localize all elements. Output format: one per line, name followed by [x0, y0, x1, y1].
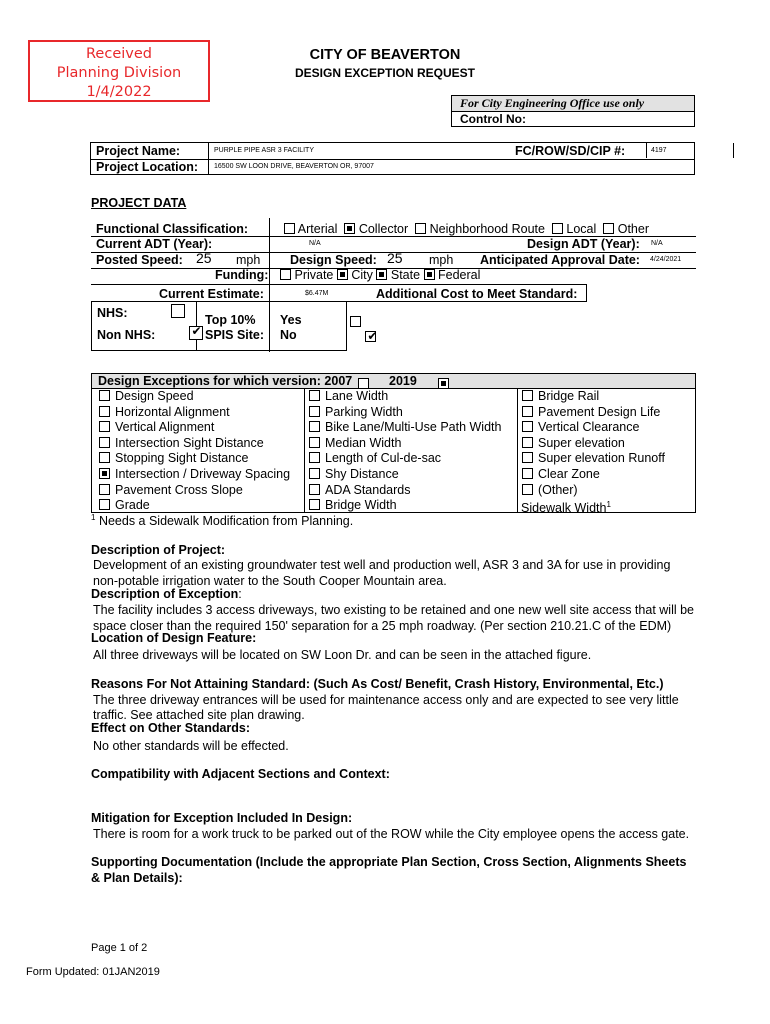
- stamp-line-2: Planning Division: [56, 65, 182, 81]
- exception-option[interactable]: [522, 420, 639, 434]
- posted-speed-value[interactable]: 25: [196, 250, 212, 266]
- form-title: DESIGN EXCEPTION REQUEST: [294, 66, 476, 80]
- neighborhood-route-checkbox[interactable]: [415, 223, 426, 234]
- exception-option[interactable]: [99, 467, 290, 481]
- design-speed-label: Design Speed:: [290, 253, 377, 267]
- exception-option[interactable]: [309, 467, 399, 481]
- exception-label: Stopping Sight Distance: [115, 451, 249, 466]
- exception-option[interactable]: [99, 405, 230, 419]
- design-exceptions-heading: Design Exceptions for which version: 2007: [98, 374, 353, 388]
- engineering-office-box: [451, 95, 695, 127]
- engineering-office-title: For City Engineering Office use only: [452, 96, 694, 112]
- exception-checkbox[interactable]: [309, 499, 320, 510]
- exception-option[interactable]: [99, 451, 248, 465]
- reasons-heading: Reasons For Not Attaining Standard: (Such As Cost/ Benefit, Crash History, Environmental, Etc.): [91, 677, 664, 691]
- classification-options: [284, 222, 649, 236]
- exception-option[interactable]: [99, 483, 243, 497]
- city-title: CITY OF BEAVERTON: [309, 47, 461, 63]
- design-speed-unit: mph: [429, 253, 454, 267]
- non-nhs-label: Non NHS:: [97, 328, 156, 342]
- collector-label: Collector: [358, 222, 409, 236]
- exception-label: Median Width: [325, 435, 402, 450]
- exception-checkbox[interactable]: [99, 390, 110, 401]
- description-of-exception-line-2: space closer than the required 150' separation for a 25 mph roadway. (Per section 210.21.C of the EDM): [93, 619, 672, 633]
- exception-checkbox[interactable]: [309, 390, 320, 401]
- private-checkbox[interactable]: [280, 269, 291, 280]
- exception-checkbox[interactable]: [309, 468, 320, 479]
- exception-option[interactable]: [522, 405, 660, 419]
- reasons-line-2: traffic. See attached site plan drawing.: [93, 708, 305, 722]
- exception-checkbox[interactable]: [522, 390, 533, 401]
- exception-checkbox[interactable]: [309, 421, 320, 432]
- page-number: Page 1 of 2: [91, 942, 148, 954]
- exception-checkbox[interactable]: [309, 437, 320, 448]
- state-checkbox[interactable]: [376, 269, 387, 280]
- exception-checkbox[interactable]: [309, 484, 320, 495]
- exception-option[interactable]: [522, 389, 599, 403]
- federal-checkbox[interactable]: [424, 269, 435, 280]
- spis-site-label: SPIS Site:: [205, 328, 265, 342]
- state-label: State: [390, 268, 421, 282]
- description-of-project-line-2: non-potable irrigation water to the South Cooper Mountain area.: [93, 574, 447, 588]
- spis-yes-checkbox[interactable]: [350, 316, 361, 327]
- exception-label: Bridge Rail: [538, 389, 600, 403]
- exception-label: (Other): [538, 482, 578, 497]
- exception-checkbox[interactable]: [99, 406, 110, 417]
- additional-cost-label: Additional Cost to Meet Standard:: [376, 287, 578, 301]
- exception-label: Lane Width: [325, 389, 389, 403]
- project-location-label: Project Location:: [96, 160, 199, 174]
- version-2007-checkbox[interactable]: [358, 378, 369, 389]
- project-info-box: [90, 142, 695, 175]
- neighborhood-route-label: Neighborhood Route: [429, 222, 545, 236]
- exception-label: Pavement Design Life: [538, 404, 661, 419]
- exception-checkbox[interactable]: [522, 437, 533, 448]
- exception-checkbox[interactable]: [522, 468, 533, 479]
- exception-option[interactable]: [309, 483, 410, 497]
- mitigation-heading: Mitigation for Exception Included In Design:: [91, 811, 353, 825]
- project-location-value[interactable]: 16500 SW LOON DRIVE, BEAVERTON OR, 97007: [214, 163, 374, 170]
- sidewalk-width-text: Sidewalk Width: [521, 501, 607, 516]
- exception-label: Bridge Width: [325, 498, 397, 513]
- effect-text: No other standards will be effected.: [93, 739, 289, 753]
- description-of-project-line-1: Development of an existing groundwater test well and production well, ASR 3 and 3A for use in providing: [93, 558, 671, 572]
- exception-label: Length of Cul-de-sac: [325, 451, 442, 466]
- city-label: City: [351, 268, 373, 282]
- exception-option[interactable]: [309, 451, 441, 465]
- other-checkbox[interactable]: [603, 223, 614, 234]
- exception-label: Vertical Alignment: [115, 420, 215, 435]
- exception-option[interactable]: [522, 436, 625, 450]
- arterial-label: Arterial: [297, 222, 338, 236]
- funding-options: [280, 268, 480, 282]
- supporting-heading-line-1: Supporting Documentation (Include the appropriate Plan Section, Cross Section, Alignments Sheets: [91, 855, 687, 869]
- fc-row-label: FC/ROW/SD/CIP #:: [515, 144, 626, 158]
- location-heading: Location of Design Feature:: [91, 631, 257, 645]
- current-estimate-value[interactable]: $6.47M: [305, 290, 329, 297]
- footnote-mark: 1: [91, 513, 96, 522]
- exception-label: Horizontal Alignment: [115, 404, 230, 419]
- exception-option[interactable]: [522, 451, 665, 465]
- local-label: Local: [566, 222, 597, 236]
- project-data-heading: PROJECT DATA: [91, 196, 187, 210]
- private-label: Private: [294, 268, 334, 282]
- exception-option[interactable]: [99, 498, 150, 512]
- stamp-line-1: Received: [86, 46, 152, 62]
- exception-checkbox[interactable]: [522, 406, 533, 417]
- exception-checkbox[interactable]: [522, 421, 533, 432]
- design-speed-value[interactable]: 25: [387, 250, 403, 266]
- nhs-label: NHS:: [97, 306, 128, 320]
- exception-checkbox[interactable]: [99, 421, 110, 432]
- project-name-label: Project Name:: [96, 144, 181, 158]
- exception-label: Bike Lane/Multi-Use Path Width: [325, 420, 502, 435]
- exception-option[interactable]: [522, 467, 600, 481]
- arterial-checkbox[interactable]: [284, 223, 295, 234]
- sidewalk-width-label: [521, 498, 611, 515]
- reasons-line-1: The three driveway entrances will be used for maintenance access only and are expected to see very little: [93, 693, 679, 707]
- collector-checkbox[interactable]: [344, 223, 355, 234]
- exception-checkbox[interactable]: [99, 484, 110, 495]
- supporting-heading-line-2: & Plan Details):: [91, 871, 183, 885]
- federal-label: Federal: [438, 268, 481, 282]
- control-number-field[interactable]: Control No:: [460, 112, 526, 126]
- exception-label: Super elevation Runoff: [538, 451, 665, 466]
- exception-label: ADA Standards: [325, 482, 411, 497]
- stamp-line-3: 1/4/2022: [86, 84, 152, 100]
- exception-label: Clear Zone: [538, 467, 600, 481]
- fc-row-value[interactable]: 4197: [651, 147, 667, 154]
- footnote-text: Needs a Sidewalk Modification from Planning.: [98, 514, 354, 529]
- exception-checkbox[interactable]: [99, 452, 110, 463]
- exception-option[interactable]: [309, 498, 397, 512]
- top-10-label: Top 10%: [205, 313, 256, 327]
- posted-speed-label: Posted Speed:: [96, 253, 183, 267]
- exception-label: Intersection / Driveway Spacing: [115, 467, 291, 481]
- funding-label: Funding:: [215, 268, 269, 282]
- spis-no-checkbox[interactable]: [365, 331, 376, 342]
- local-checkbox[interactable]: [552, 223, 563, 234]
- exception-option[interactable]: [309, 420, 501, 434]
- exception-checkbox[interactable]: [309, 406, 320, 417]
- nhs-checkbox[interactable]: [171, 304, 185, 318]
- design-adt-label: Design ADT (Year):: [527, 237, 640, 251]
- exception-label: Super elevation: [538, 435, 625, 450]
- approval-date-label: Anticipated Approval Date:: [480, 253, 640, 267]
- exception-label: Shy Distance: [325, 467, 399, 481]
- current-estimate-label: Current Estimate:: [159, 287, 264, 301]
- compatibility-heading: Compatibility with Adjacent Sections and Context:: [91, 767, 390, 781]
- city-checkbox[interactable]: [337, 269, 348, 280]
- description-of-exception-heading: Description of Exception:: [91, 587, 242, 601]
- exception-label: Grade: [115, 498, 150, 513]
- version-2019-label: 2019: [389, 374, 417, 388]
- exception-option[interactable]: [99, 420, 214, 434]
- exception-label: Intersection Sight Distance: [115, 435, 264, 450]
- exception-option[interactable]: [522, 483, 578, 497]
- exception-label: Parking Width: [325, 404, 403, 419]
- no-label: No: [280, 328, 297, 342]
- exception-checkbox[interactable]: [522, 452, 533, 463]
- mitigation-text: There is room for a work truck to be parked out of the ROW while the City employee opens the access gate.: [93, 827, 690, 841]
- approval-date-value[interactable]: 4/24/2021: [650, 256, 682, 263]
- design-adt-value[interactable]: N/A: [651, 240, 663, 247]
- other-label: Other: [617, 222, 649, 236]
- exception-label: Vertical Clearance: [538, 420, 640, 435]
- exception-checkbox[interactable]: [99, 468, 110, 479]
- effect-heading: Effect on Other Standards:: [91, 721, 251, 735]
- exception-option[interactable]: [309, 389, 388, 403]
- exception-label: Design Speed: [115, 389, 194, 403]
- exception-checkbox[interactable]: [99, 437, 110, 448]
- description-of-project-heading: Description of Project:: [91, 543, 226, 557]
- yes-label: Yes: [280, 313, 302, 327]
- functional-classification-label: Functional Classification:: [96, 222, 249, 236]
- exception-checkbox[interactable]: [522, 484, 533, 495]
- description-of-exception-line-1: The facility includes 3 access driveways, two existing to be retained and one new well site access that will be: [93, 603, 694, 617]
- exception-checkbox[interactable]: [309, 452, 320, 463]
- exception-option[interactable]: [309, 436, 401, 450]
- sidewalk-footnote: [91, 513, 353, 528]
- current-adt-value[interactable]: N/A: [309, 240, 321, 247]
- sidewalk-footnote-mark: 1: [606, 500, 611, 509]
- project-name-value[interactable]: PURPLE PIPE ASR 3 FACILITY: [214, 147, 314, 154]
- exception-option[interactable]: [99, 436, 264, 450]
- version-2019-checkbox[interactable]: [438, 378, 449, 389]
- location-text: All three driveways will be located on SW Loon Dr. and can be seen in the attached figure.: [93, 648, 592, 662]
- current-adt-label: Current ADT (Year):: [96, 237, 213, 251]
- exception-label: Pavement Cross Slope: [115, 482, 243, 497]
- posted-speed-unit: mph: [236, 253, 261, 267]
- form-updated: Form Updated: 01JAN2019: [26, 966, 160, 978]
- non-nhs-checkbox[interactable]: [189, 326, 203, 340]
- exception-option[interactable]: [99, 389, 194, 403]
- exception-option[interactable]: [309, 405, 403, 419]
- exception-checkbox[interactable]: [99, 499, 110, 510]
